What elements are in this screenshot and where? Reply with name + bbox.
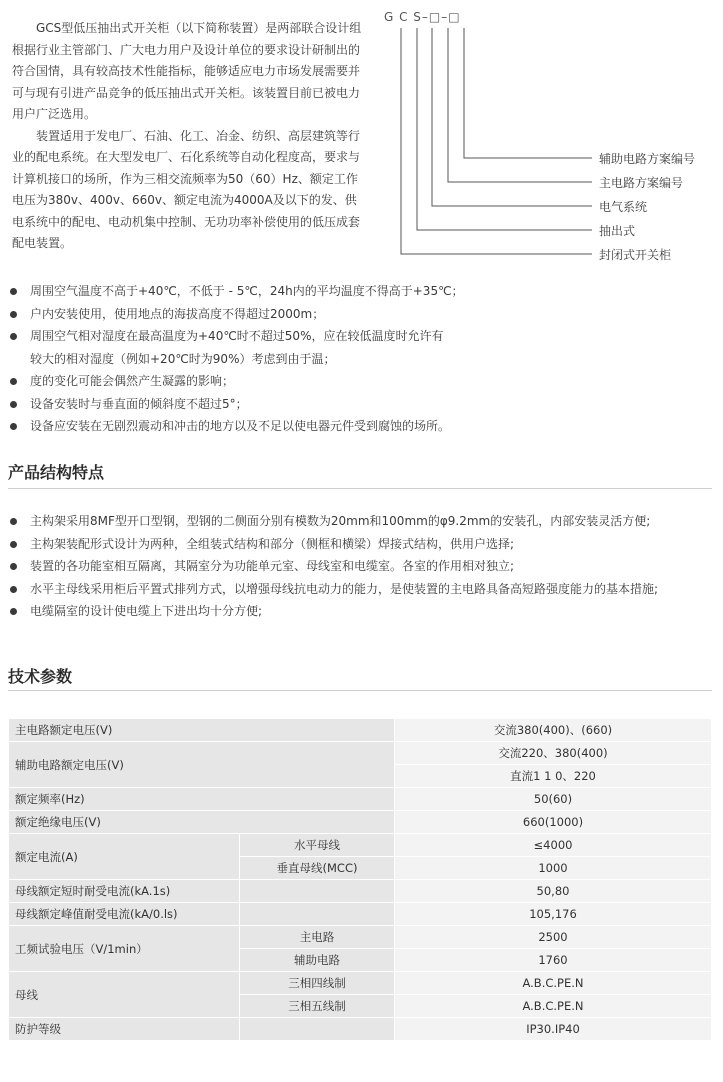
param-sub-name: 辅助电路: [240, 949, 395, 972]
model-label-main-circuit: 主电路方案编号: [599, 176, 684, 190]
param-value: IP30.IP40: [395, 1018, 712, 1041]
param-value: A.B.C.PE.N: [395, 995, 712, 1018]
param-value: 50(60): [395, 788, 712, 811]
bullet-icon: [10, 401, 17, 408]
list-item: 电缆隔室的设计使电缆上下进出均十分方便;: [8, 600, 713, 623]
model-label-enclosed-cabinet: 封闭式开关柜: [599, 248, 672, 262]
param-sub-name: 三相四线制: [240, 972, 395, 995]
param-value: 交流220、380(400): [395, 742, 712, 765]
list-item-continuation: 较大的相对湿度（例如+20℃时为90%）考虑到由于温；: [30, 351, 336, 366]
bullet-icon: [10, 563, 17, 570]
bullet-icon: [10, 423, 17, 430]
intro-paragraph-1: GCS型低压抽出式开关柜（以下简称装置）是两部联合设计组根据行业主管部门、广大电力用户及设计单位的要求设计研制出的符合国情，具有较高技术性能指标，能够适应电力市场发展需要并可与现有引进产品竞争的低压抽出式开关柜。该装置目前已被电力用户广泛选用。: [12, 21, 362, 121]
list-item: 户内安装使用，使用地点的海拔高度不得超过2000m；: [8, 303, 708, 326]
table-row: [9, 926, 712, 949]
model-code-leader-lines: [384, 10, 714, 270]
features-list: [8, 510, 713, 623]
bullet-icon: [10, 288, 17, 295]
empty-cell: [240, 880, 395, 903]
params-heading: 技术参数: [8, 667, 73, 686]
param-name: 母线额定峰值耐受电流(kA/0.ls): [9, 903, 240, 926]
param-sub-name: 垂直母线(MCC): [240, 857, 395, 880]
param-name: 主电路额定电压(V): [9, 719, 395, 742]
list-item: 周围空气相对湿度在最高温度为+40℃时不超过50%，应在较低温度时允许有: [8, 325, 708, 348]
table-row: [9, 719, 712, 742]
table-row: [9, 834, 712, 857]
list-item: 周围空气温度不高于+40℃，不低于 - 5℃，24h内的平均温度不得高于+35℃；: [8, 280, 708, 303]
intro-text: [12, 18, 367, 255]
list-item: 水平主母线采用柜后平置式排列方式，以增强母线抗电动力的能力，是使装置的主电路具备高短路强度能力的基本措施;: [8, 578, 713, 601]
model-code-diagram: [384, 10, 714, 270]
bullet-icon: [10, 541, 17, 548]
list-item: 主构架装配形式设计为两种，全组装式结构和部分（侧框和横梁）焊接式结构，供用户选择;: [8, 533, 713, 556]
table-row: [9, 972, 712, 995]
list-item: 装置的各功能室相互隔离，其隔室分为功能单元室、母线室和电缆室。各室的作用相对独立;: [8, 555, 713, 578]
param-value: 2500: [395, 926, 712, 949]
params-table: [8, 718, 712, 1041]
conditions-list: [8, 280, 708, 438]
model-label-aux-circuit: 辅助电路方案编号: [599, 152, 696, 166]
table-row: [9, 880, 712, 903]
empty-cell: [240, 903, 395, 926]
param-value: 50,80: [395, 880, 712, 903]
table-row: [9, 742, 712, 765]
param-name: 额定电流(A): [9, 834, 240, 880]
bullet-icon: [10, 586, 17, 593]
param-value: ≤4000: [395, 834, 712, 857]
features-divider: [8, 488, 712, 489]
param-value: 1760: [395, 949, 712, 972]
table-row: [9, 788, 712, 811]
param-value: 交流380(400)、(660): [395, 719, 712, 742]
param-name: 额定频率(Hz): [9, 788, 395, 811]
param-value: A.B.C.PE.N: [395, 972, 712, 995]
bullet-icon: [10, 311, 17, 318]
param-name: 辅助电路额定电压(V): [9, 742, 395, 788]
param-name: 母线额定短时耐受电流(kA.1s): [9, 880, 240, 903]
model-label-withdrawable: 抽出式: [599, 224, 636, 238]
param-name: 防护等级: [9, 1018, 240, 1041]
list-item: 设备安装时与垂直面的倾斜度不超过5°；: [8, 393, 708, 416]
param-sub-name: 水平母线: [240, 834, 395, 857]
table-row: [9, 903, 712, 926]
param-value: 660(1000): [395, 811, 712, 834]
empty-cell: [240, 1018, 395, 1041]
features-heading: 产品结构特点: [8, 463, 105, 482]
table-row: [9, 811, 712, 834]
bullet-icon: [10, 378, 17, 385]
param-value: 直流1 1 0、220: [395, 765, 712, 788]
list-item: 主构架采用8MF型开口型钢，型钢的二侧面分别有模数为20mm和100mm的φ9.2mm的安装孔，内部安装灵活方便;: [8, 510, 713, 533]
list-item: 度的变化可能会偶然产生凝露的影响；: [8, 370, 708, 393]
bullet-icon: [10, 608, 17, 615]
param-name: 母线: [9, 972, 240, 1018]
param-sub-name: 主电路: [240, 926, 395, 949]
model-label-electrical-system: 电气系统: [599, 200, 648, 214]
params-divider: [8, 690, 712, 691]
bullet-icon: [10, 333, 17, 340]
intro-paragraph-2: 装置适用于发电厂、石油、化工、冶金、纺织、高层建筑等行业的配电系统。在大型发电厂、石化系统等自动化程度高，要求与计算机接口的场所，作为三相交流频率为50（60）Hz、额定工作电压为380v、400v、660v、额定电流为4000A及以下的发、供电系统中的配电、电动机集中控制、无功功率补偿使用的低压成套配电装置。: [12, 128, 361, 250]
model-code: G C S–□–□: [384, 10, 461, 24]
bullet-icon: [10, 518, 17, 525]
param-value: 1000: [395, 857, 712, 880]
param-sub-name: 三相五线制: [240, 995, 395, 1018]
param-name: 工频试验电压（V/1min）: [9, 926, 240, 972]
param-value: 105,176: [395, 903, 712, 926]
list-item: 设备应安装在无剧烈震动和冲击的地方以及不足以使电器元件受到腐蚀的场所。: [8, 415, 708, 438]
param-name: 额定绝缘电压(V): [9, 811, 395, 834]
table-row: [9, 1018, 712, 1041]
